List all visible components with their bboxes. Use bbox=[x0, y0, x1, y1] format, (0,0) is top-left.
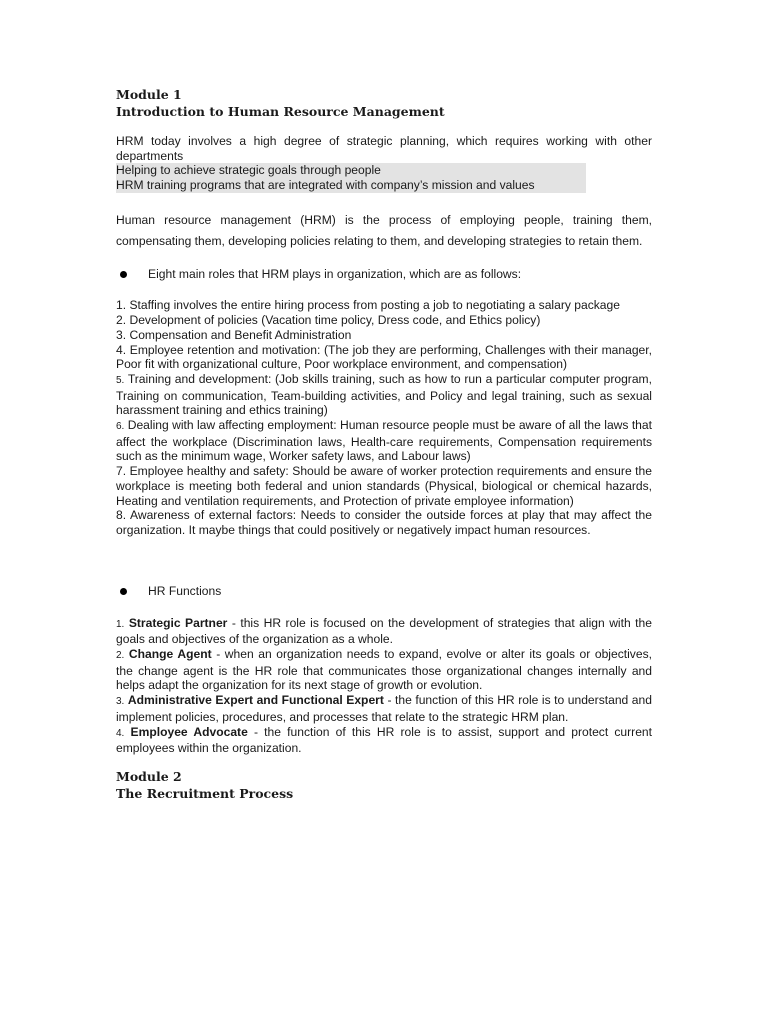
item-text: Development of policies (Vacation time policy, Dress code, and Ethics policy) bbox=[126, 313, 541, 328]
item-text: - the function of this HR role is to understand and implement policies, procedures, and processes that relate to the strategic HRM plan. bbox=[116, 693, 652, 724]
item-number: 4. bbox=[116, 342, 127, 357]
item-text: - this HR role is focused on the development of strategies that align with the goals and objectives of the organization as a whole. bbox=[116, 615, 652, 647]
item-number: 1. bbox=[116, 618, 125, 630]
bullet-icon bbox=[120, 588, 127, 595]
item-text: Employee retention and motivation: (The job they are performing, Challenges with their manager, Poor fit with organizational culture, Poor workplace environment, and compensation) bbox=[116, 342, 652, 372]
list-item bbox=[116, 418, 652, 464]
role-name: Strategic Partner bbox=[128, 615, 228, 630]
intro-line-highlight-row bbox=[116, 163, 652, 178]
functions-list bbox=[116, 616, 652, 756]
item-text: Dealing with law affecting employment: Human resource people must be aware of all the laws that affect the workplace (Discrimination laws, Health-care requirements, Compensation requirements such as the minimum wage, Worker safety laws, and Labour laws) bbox=[116, 418, 652, 464]
item-number: 2. bbox=[116, 313, 127, 328]
module-1-title: Introduction to Human Resource Management bbox=[116, 104, 445, 119]
role-name: Employee Advocate bbox=[130, 724, 248, 739]
list-item bbox=[116, 464, 652, 508]
item-text: Employee healthy and safety: Should be aware of worker protection requirements and ensure the workplace is meeting both federal and union standards (Physical, biological or chemical hazards, Heating and ventilation requirements, and Protection of private employee information) bbox=[116, 464, 652, 508]
list-item bbox=[116, 328, 652, 343]
item-number: 2. bbox=[116, 650, 125, 662]
roles-list bbox=[116, 298, 652, 537]
hrm-definition: Human resource management (HRM) is the process of employing people, training them, compensating them, developing policies relating to them, and developing strategies to retain them. bbox=[116, 212, 652, 248]
document-content bbox=[116, 86, 652, 802]
list-item bbox=[116, 616, 652, 647]
functions-bullet-text: HR Functions bbox=[148, 583, 222, 598]
item-number: 6. bbox=[116, 421, 125, 433]
item-text: Training and development: (Job skills training, such as how to run a particular computer program, Training on communication, Team-building activities, and Policy and legal training, such as sexual harassment training and ethics training) bbox=[116, 371, 652, 418]
item-number: 1. bbox=[116, 298, 127, 313]
intro-line-highlight-row bbox=[116, 178, 652, 193]
list-item bbox=[116, 343, 652, 372]
list-item bbox=[116, 372, 652, 418]
list-item bbox=[116, 725, 652, 756]
item-number: 4. bbox=[116, 727, 125, 739]
item-text: - the function of this HR role is to assist, support and protect current employees within the organization. bbox=[116, 724, 653, 756]
item-number: 3. bbox=[116, 327, 127, 342]
role-name: Change Agent bbox=[128, 647, 212, 662]
roles-bullet-text: Eight main roles that HRM plays in organization, which are as follows: bbox=[148, 267, 522, 282]
list-item bbox=[116, 298, 652, 313]
item-text: Awareness of external factors: Needs to consider the outside forces at play that may affect the organization. It maybe things that could positively or negatively impact human resources. bbox=[116, 508, 652, 537]
item-number: 3. bbox=[116, 696, 125, 708]
intro-line-highlighted: HRM training programs that are integrated with company’s mission and values bbox=[116, 178, 586, 193]
item-text: Staffing involves the entire hiring process from posting a job to negotiating a salary package bbox=[126, 298, 620, 313]
list-item bbox=[116, 693, 652, 724]
item-number: 8. bbox=[116, 508, 127, 523]
roles-bullet bbox=[116, 267, 652, 282]
role-name: Administrative Expert and Functional Expert bbox=[127, 693, 384, 708]
functions-bullet bbox=[116, 584, 652, 599]
list-item bbox=[116, 647, 652, 693]
module-2-title: The Recruitment Process bbox=[116, 785, 294, 801]
item-text: - when an organization needs to expand, evolve or alter its goals or objectives, the change agent is the HR role that communicates those organizational changes internally and helps adapt the organization for its next stage of growth or evolution. bbox=[116, 647, 652, 693]
list-item bbox=[116, 508, 652, 537]
item-number: 7. bbox=[116, 464, 127, 479]
item-number: 5. bbox=[116, 374, 125, 386]
bullet-icon bbox=[120, 271, 127, 278]
intro-line: HRM today involves a high degree of strategic planning, which requires working with other departments bbox=[116, 134, 652, 163]
module-1-label: Module 1 bbox=[116, 87, 182, 102]
list-item bbox=[116, 313, 652, 328]
module-2-label: Module 2 bbox=[116, 768, 182, 784]
intro-line-highlighted: Helping to achieve strategic goals through people bbox=[116, 163, 586, 178]
item-text: Compensation and Benefit Administration bbox=[126, 327, 352, 342]
